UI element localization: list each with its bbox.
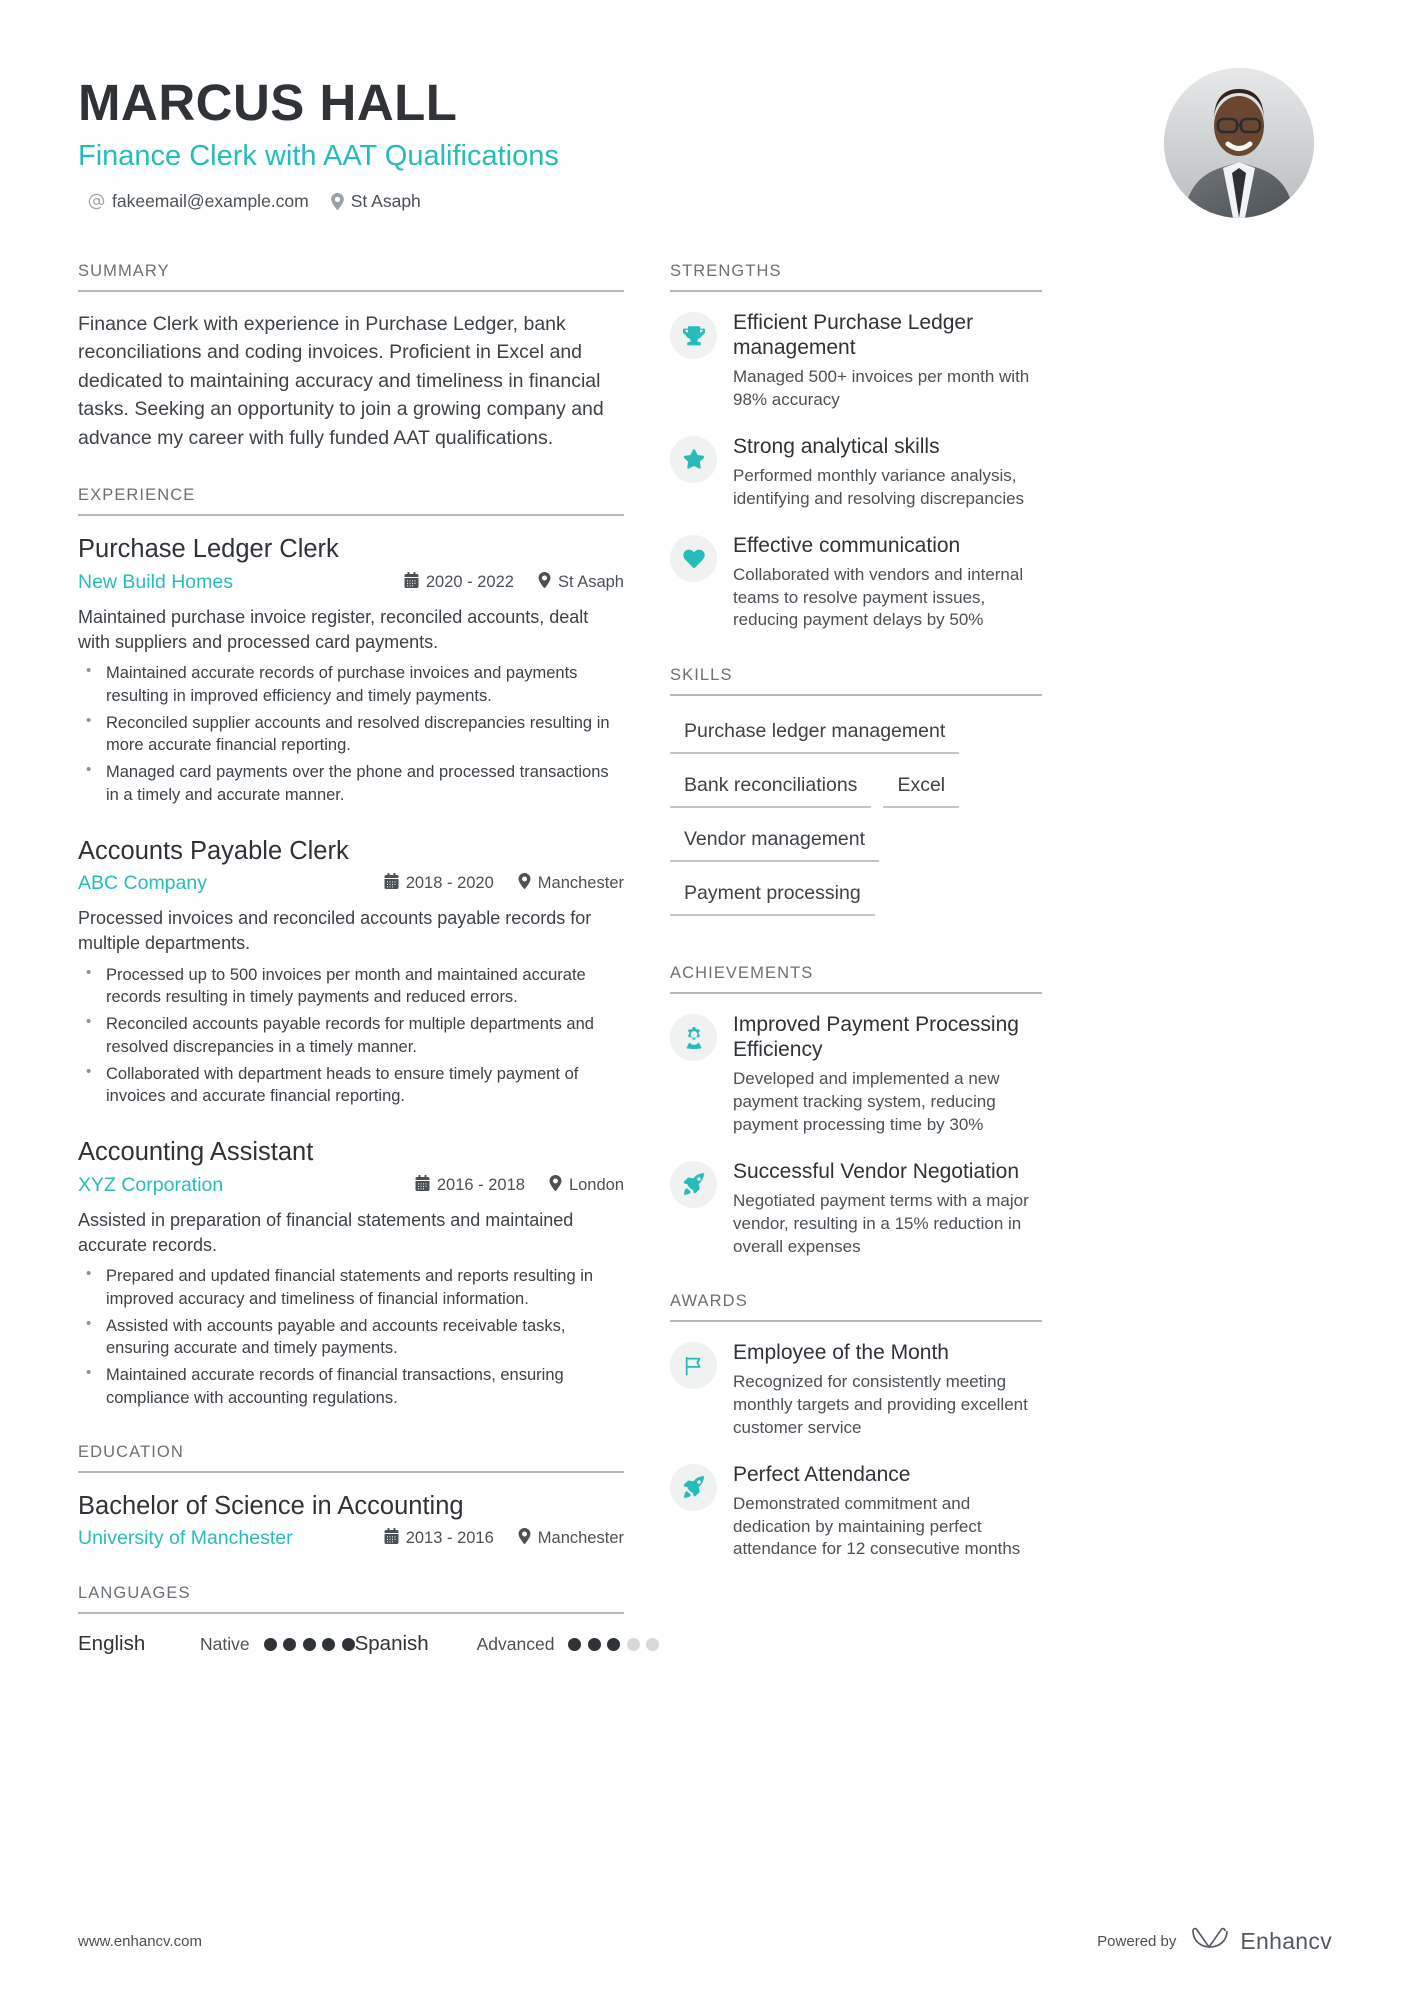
trophy-icon: [670, 312, 717, 359]
calendar-icon: [384, 1528, 399, 1549]
section-heading-summary: SUMMARY: [78, 262, 624, 292]
section-heading-achievements: ACHIEVEMENTS: [670, 964, 1042, 994]
experience-entry: [78, 836, 624, 1108]
achievement-entry: [670, 1012, 1042, 1137]
calendar-icon: [384, 873, 399, 894]
contact-location-text: St Asaph: [350, 191, 421, 212]
education-location: [518, 1528, 624, 1549]
experience-bullet: • Assisted with accounts payable and accounts receivable tasks, ensuring accurate and timely payments.: [78, 1315, 624, 1360]
resume-header: [78, 62, 1332, 218]
award-entry-description: Demonstrated commitment and dedication by maintaining perfect attendance for 12 consecutive months: [733, 1493, 1021, 1559]
experience-bullet-list: [78, 662, 624, 806]
language-rating-dot: [568, 1638, 581, 1651]
education-school: University of Manchester: [78, 1527, 293, 1550]
rocket-icon: [670, 1161, 717, 1208]
page-title: MARCUS HALL: [78, 74, 458, 131]
map-pin-icon: [518, 1528, 531, 1549]
experience-bullet: • Prepared and updated financial statements and reports resulting in improved accuracy and timeliness of financial information.: [78, 1265, 624, 1310]
award-entry: [670, 1340, 1042, 1439]
strengths-list: [670, 292, 1042, 632]
avatar: [1164, 68, 1314, 218]
at-sign-icon: [88, 193, 105, 210]
award-entry: [670, 1462, 1042, 1561]
strength-entry-title: Strong analytical skills: [733, 434, 940, 458]
experience-bullet: • Processed up to 500 invoices per month and maintained accurate records resulting in timely payments and reduced errors.: [78, 964, 624, 1009]
star-icon: [670, 436, 717, 483]
language-rating-dot: [264, 1638, 277, 1651]
experience-location: [518, 873, 624, 894]
footer-url[interactable]: www.enhancv.com: [78, 1933, 202, 1950]
strength-entry-description: Collaborated with vendors and internal teams to resolve payment issues, reducing payment delays by 50%: [733, 564, 1024, 630]
skill-tag: Purchase ledger management: [670, 714, 959, 754]
skills-list: [670, 714, 1042, 930]
experience-description: Maintained purchase invoice register, reconciled accounts, dealt with suppliers and processed card payments.: [78, 606, 589, 652]
experience-bullet: • Reconciled supplier accounts and resolved discrepancies resulting in more accurate financial reporting.: [78, 712, 624, 757]
language-rating: [568, 1638, 659, 1651]
experience-description: Processed invoices and reconciled accounts payable records for multiple departments.: [78, 908, 592, 954]
education-location-text: Manchester: [537, 1529, 624, 1548]
contact-email[interactable]: [88, 191, 309, 212]
strength-entry-title: Effective communication: [733, 533, 961, 557]
strength-entry-title: Efficient Purchase Ledger management: [733, 311, 974, 360]
experience-location-text: Manchester: [537, 874, 624, 893]
experience-bullet: • Maintained accurate records of purchase invoices and payments resulting in improved efficiency and timely payments.: [78, 662, 624, 707]
experience-dates: [384, 873, 494, 894]
header-text-block: [78, 62, 559, 212]
map-pin-icon: [538, 572, 551, 593]
strength-entry-description: Performed monthly variance analysis, identifying and resolving discrepancies: [733, 466, 1025, 508]
section-heading-education: EDUCATION: [78, 1443, 624, 1473]
language-rating-dot: [646, 1638, 659, 1651]
experience-bullet: • Collaborated with department heads to ensure timely payment of invoices and accurate financial reporting.: [78, 1063, 624, 1108]
section-heading-languages: LANGUAGES: [78, 1584, 624, 1614]
flag-icon: [670, 1342, 717, 1389]
language-entry: [355, 1632, 660, 1656]
language-rating-dot: [303, 1638, 316, 1651]
map-pin-icon: [549, 1175, 562, 1196]
achievement-entry: [670, 1159, 1042, 1258]
section-achievements: [670, 964, 1042, 1258]
section-skills: [670, 666, 1042, 930]
experience-role: Accounting Assistant: [78, 1138, 314, 1167]
job-title-subtitle: Finance Clerk with AAT Qualifications: [78, 140, 559, 173]
section-summary: [78, 262, 624, 452]
education-entry: [78, 1491, 624, 1551]
experience-role: Purchase Ledger Clerk: [78, 535, 339, 564]
language-rating-dot: [607, 1638, 620, 1651]
language-name: English: [78, 1632, 146, 1656]
experience-entry: [78, 1137, 624, 1409]
language-rating-dot: [588, 1638, 601, 1651]
language-entry: [78, 1632, 355, 1656]
achievement-entry-description: Negotiated payment terms with a major vendor, resulting in a 15% reduction in overall expenses: [733, 1190, 1029, 1256]
section-heading-experience: EXPERIENCE: [78, 486, 624, 516]
content-columns: [78, 262, 1332, 1690]
section-awards: [670, 1292, 1042, 1561]
enhancv-logo-icon: [1189, 1926, 1231, 1957]
experience-company: ABC Company: [78, 872, 207, 895]
strength-entry: [670, 533, 1042, 632]
contact-location: [331, 191, 421, 212]
language-rating: [264, 1638, 355, 1651]
experience-dates-text: 2018 - 2020: [405, 874, 494, 893]
experience-dates-text: 2020 - 2022: [425, 572, 514, 591]
section-heading-skills: SKILLS: [670, 666, 1042, 696]
languages-list: [78, 1632, 624, 1656]
section-education: [78, 1443, 624, 1551]
experience-bullet: • Managed card payments over the phone and processed transactions in a timely and accurate manner.: [78, 761, 624, 806]
experience-location: [538, 572, 624, 593]
award-entry-title: Perfect Attendance: [733, 1462, 911, 1486]
page-footer: [78, 1926, 1332, 1957]
experience-list: [78, 516, 624, 1409]
education-degree: Bachelor of Science in Accounting: [78, 1491, 464, 1520]
experience-location-text: London: [568, 1175, 624, 1194]
language-rating-dot: [322, 1638, 335, 1651]
section-strengths: [670, 262, 1042, 632]
award-entry-title: Employee of the Month: [733, 1341, 949, 1365]
calendar-icon: [404, 572, 419, 593]
section-heading-strengths: STRENGTHS: [670, 262, 1042, 292]
map-pin-icon: [331, 193, 344, 210]
experience-description: Assisted in preparation of financial statements and maintained accurate records.: [78, 1209, 574, 1255]
experience-bullet: • Reconciled accounts payable records for multiple departments and resolved discrepancies in a timely manner.: [78, 1013, 624, 1058]
skill-tag: Payment processing: [670, 876, 875, 916]
section-heading-awards: AWARDS: [670, 1292, 1042, 1322]
brand-name: Enhancv: [1240, 1928, 1332, 1954]
right-column: [670, 262, 1042, 1690]
experience-bullet-list: [78, 964, 624, 1108]
powered-by-block: [1097, 1926, 1332, 1957]
strength-entry-description: Managed 500+ invoices per month with 98% accuracy: [733, 367, 1030, 410]
map-pin-icon: [518, 873, 531, 894]
language-rating-dot: [283, 1638, 296, 1651]
achievements-list: [670, 994, 1042, 1258]
experience-dates: [404, 572, 514, 593]
achievement-entry-description: Developed and implemented a new payment tracking system, reducing payment processing time by 30%: [733, 1069, 1000, 1135]
experience-bullet: • Maintained accurate records of financial transactions, ensuring compliance with accounting regulations.: [78, 1364, 624, 1409]
language-level: Advanced: [476, 1633, 555, 1654]
brand-block: [1189, 1926, 1332, 1957]
language-level: Native: [200, 1633, 250, 1654]
education-list: [78, 1473, 624, 1551]
rocket-icon: [670, 1464, 717, 1511]
summary-text: Finance Clerk with experience in Purchase Ledger, bank reconciliations and coding invoices. Proficient in Excel and dedicated to maintaining accuracy and timeliness in financial tasks. Seeking an opportunity to join a growing company and advance my career with fully funded AAT qualifications.: [78, 313, 604, 449]
award-entry-description: Recognized for consistently meeting monthly targets and providing excellent customer service: [733, 1372, 1028, 1437]
experience-dates: [415, 1175, 525, 1196]
experience-company: XYZ Corporation: [78, 1173, 224, 1196]
education-dates-text: 2013 - 2016: [405, 1529, 494, 1548]
calendar-icon: [415, 1175, 430, 1196]
left-column: [78, 262, 624, 1690]
heart-icon: [670, 535, 717, 582]
section-languages: [78, 1584, 624, 1656]
skill-tag: Bank reconciliations: [670, 768, 871, 808]
experience-dates-text: 2016 - 2018: [436, 1175, 525, 1194]
contact-row: [88, 191, 559, 212]
experience-role: Accounts Payable Clerk: [78, 836, 349, 865]
strength-entry: [670, 434, 1042, 511]
language-rating-dot: [342, 1638, 355, 1651]
contact-email-text: fakeemail@example.com: [112, 191, 309, 212]
award-medal-icon: [670, 1014, 717, 1061]
experience-location: [549, 1175, 624, 1196]
awards-list: [670, 1322, 1042, 1561]
profile-photo-illustration: [1164, 68, 1314, 218]
education-dates: [384, 1528, 494, 1549]
section-experience: [78, 486, 624, 1409]
skill-tag: Vendor management: [670, 822, 879, 862]
achievement-entry-title: Improved Payment Processing Efficiency: [733, 1013, 1019, 1062]
strength-entry: [670, 310, 1042, 412]
language-rating-dot: [627, 1638, 640, 1651]
language-name: Spanish: [354, 1632, 429, 1656]
powered-by-label: Powered by: [1097, 1933, 1177, 1950]
achievement-entry-title: Successful Vendor Negotiation: [733, 1159, 1020, 1183]
skill-tag: Excel: [883, 768, 959, 808]
experience-entry: [78, 534, 624, 806]
experience-location-text: St Asaph: [557, 572, 624, 591]
experience-bullet-list: [78, 1265, 624, 1409]
experience-company: New Build Homes: [78, 570, 233, 593]
